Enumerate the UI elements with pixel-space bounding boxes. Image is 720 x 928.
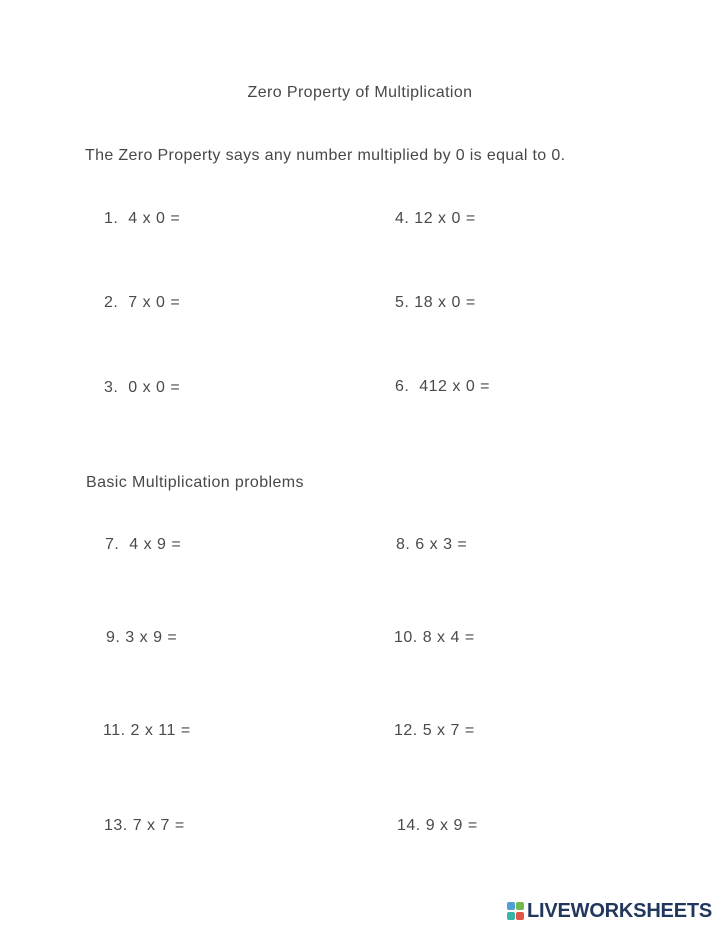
problem-4: 4. 12 x 0 = — [395, 210, 476, 227]
worksheet-title: Zero Property of Multiplication — [247, 84, 473, 101]
problem-10: 10. 8 x 4 = — [394, 629, 475, 646]
problem-8: 8. 6 x 3 = — [396, 536, 468, 553]
section-heading: Basic Multiplication problems — [86, 474, 304, 491]
problem-1: 1. 4 x 0 = — [104, 210, 181, 227]
logo-square-red — [516, 912, 524, 920]
problem-13: 13. 7 x 7 = — [104, 817, 185, 834]
logo-square-blue — [507, 902, 515, 910]
logo-square-green — [516, 902, 524, 910]
problem-14: 14. 9 x 9 = — [397, 817, 478, 834]
liveworksheets-logo[interactable] — [507, 901, 713, 921]
problem-3: 3. 0 x 0 = — [104, 379, 181, 396]
liveworksheets-wordmark: LIVEWORKSHEETS — [527, 900, 712, 922]
logo-square-teal — [507, 912, 515, 920]
problem-6: 6. 412 x 0 = — [395, 378, 491, 395]
problem-11: 11. 2 x 11 = — [103, 722, 191, 739]
problem-2: 2. 7 x 0 = — [104, 294, 181, 311]
problem-12: 12. 5 x 7 = — [394, 722, 475, 739]
liveworksheets-grid-icon — [507, 902, 525, 920]
problem-7: 7. 4 x 9 = — [105, 536, 182, 553]
problem-5: 5. 18 x 0 = — [395, 294, 476, 311]
problem-9: 9. 3 x 9 = — [106, 629, 178, 646]
intro-text: The Zero Property says any number multiplied by 0 is equal to 0. — [85, 147, 566, 164]
